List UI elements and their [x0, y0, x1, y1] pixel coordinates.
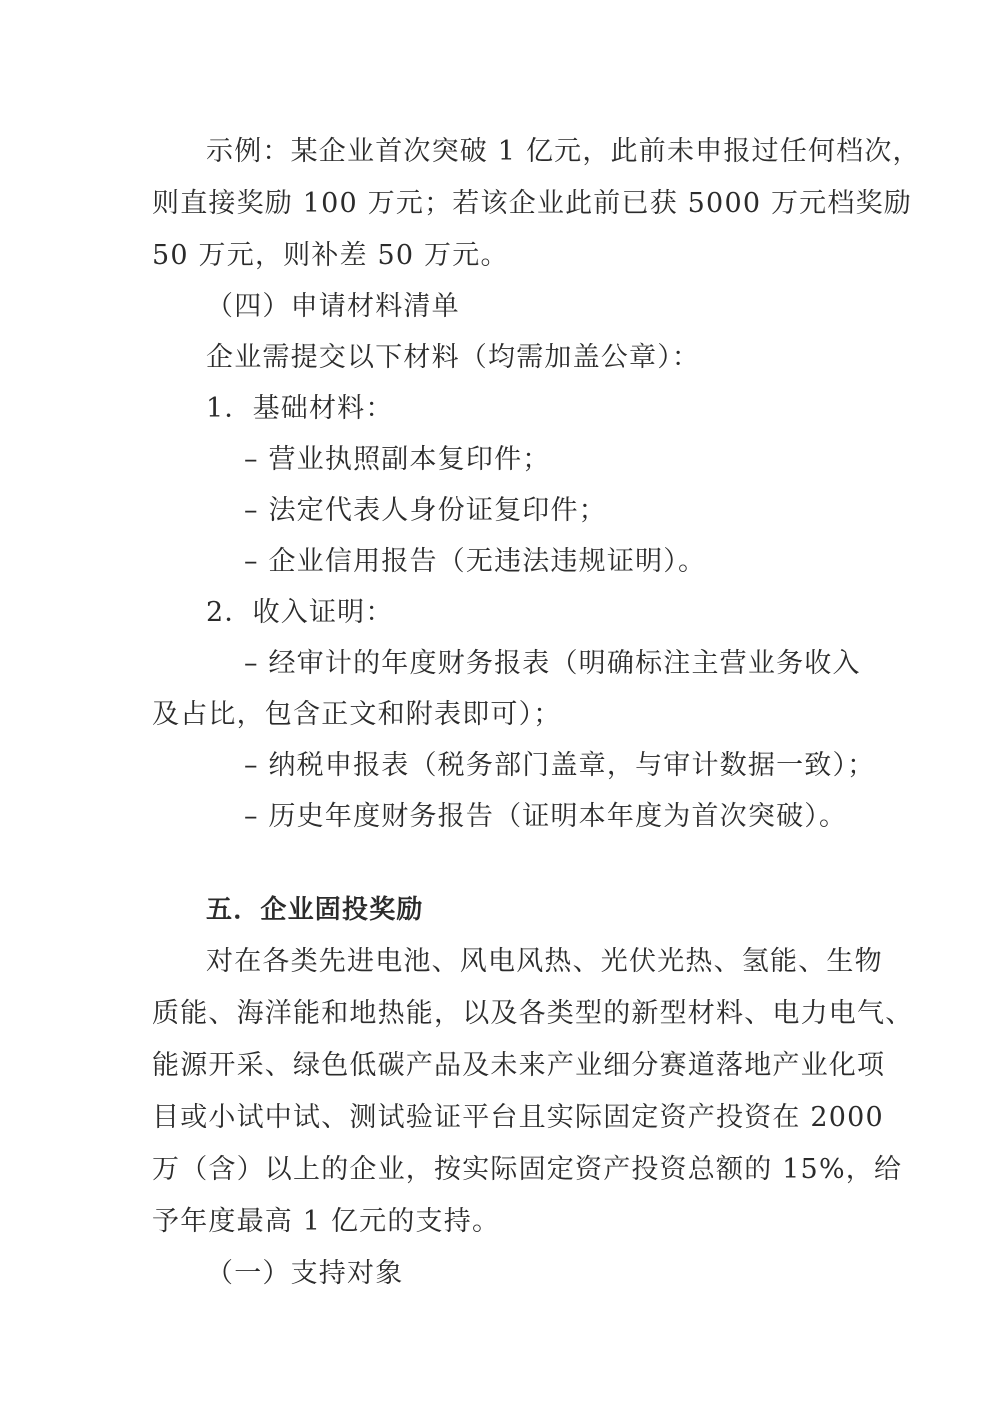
section-5-paragraph-line-3: 能源开采、绿色低碳产品及未来产业细分赛道落地产业化项 [152, 1050, 886, 1081]
section-5-paragraph-line-4: 目或小试中试、测试验证平台且实际固定资产投资在 2000 [152, 1102, 884, 1133]
basic-item-license: – 营业执照副本复印件； [244, 444, 551, 475]
income-item-audit-line-2: 及占比，包含正文和附表即可）； [152, 699, 562, 730]
income-item-history: – 历史年度财务报告（证明本年度为首次突破）。 [244, 801, 848, 832]
basic-item-credit-report: – 企业信用报告（无违法违规证明）。 [244, 546, 707, 577]
section-5-paragraph-line-2: 质能、海洋能和地热能，以及各类型的新型材料、电力电气、 [152, 998, 914, 1029]
support-target-heading: （一）支持对象 [206, 1258, 404, 1289]
basic-materials-title: 1．基础材料： [206, 393, 394, 424]
example-line-2: 则直接奖励 100 万元；若该企业此前已获 5000 万元档奖励 [152, 188, 912, 219]
example-line-3: 50 万元，则补差 50 万元。 [152, 240, 509, 271]
materials-intro: 企业需提交以下材料（均需加盖公章）： [206, 342, 701, 373]
section-5-paragraph-line-6: 予年度最高 1 亿元的支持。 [152, 1206, 501, 1237]
income-item-tax: – 纳税申报表（税务部门盖章，与审计数据一致）； [244, 750, 876, 781]
section-5-paragraph-line-1: 对在各类先进电池、风电风热、光伏光热、氢能、生物 [206, 946, 883, 977]
section-5-paragraph-line-5: 万（含）以上的企业，按实际固定资产投资总额的 15%，给 [152, 1154, 903, 1185]
income-proof-title: 2．收入证明： [206, 597, 394, 628]
section-5-title: 五．企业固投奖励 [206, 895, 424, 925]
example-line-1: 示例：某企业首次突破 1 亿元，此前未申报过任何档次， [206, 136, 921, 167]
materials-heading: （四）申请材料清单 [206, 291, 460, 322]
income-item-audit-line-1: – 经审计的年度财务报表（明确标注主营业务收入 [244, 648, 861, 679]
basic-item-id-card: – 法定代表人身份证复印件； [244, 495, 607, 526]
